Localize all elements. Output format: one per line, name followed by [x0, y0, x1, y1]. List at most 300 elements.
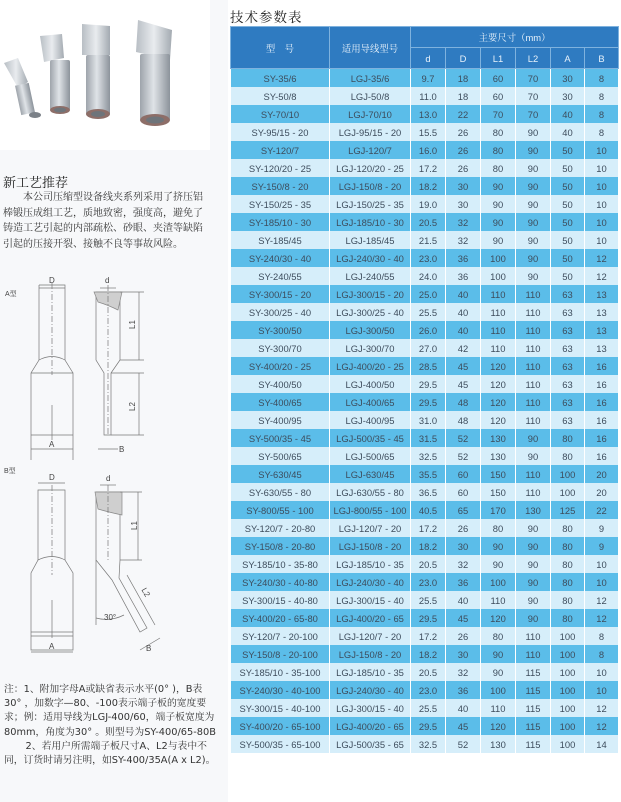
cell-B: 12: [585, 249, 619, 267]
table-row: [231, 321, 619, 339]
cell-d: 15.5: [411, 123, 446, 141]
cell-A: 50: [551, 249, 585, 267]
cell-B: 12: [585, 609, 619, 627]
table-row: [231, 87, 619, 105]
table-row: [231, 177, 619, 195]
cell-d: 40.5: [411, 501, 446, 519]
cell-conductor: LGJ-300/50: [330, 321, 411, 339]
cell-L1: 130: [481, 447, 516, 465]
cell-L1: 110: [481, 699, 516, 717]
cell-model: SY-300/25 - 40: [231, 303, 330, 321]
cell-B: 8: [585, 69, 619, 88]
header-model: 型 号: [231, 27, 330, 69]
cell-B: 8: [585, 105, 619, 123]
dim-A-b: A: [49, 642, 55, 651]
cell-D: 52: [446, 429, 481, 447]
cell-B: 10: [585, 213, 619, 231]
cell-d: 9.7: [411, 69, 446, 88]
cell-A: 63: [551, 339, 585, 357]
cell-L2: 130: [516, 501, 551, 519]
cell-model: SY-240/30 - 40-80: [231, 573, 330, 591]
cell-B: 10: [585, 195, 619, 213]
cell-d: 17.2: [411, 627, 446, 645]
cell-B: 10: [585, 231, 619, 249]
cell-D: 32: [446, 213, 481, 231]
cell-A: 63: [551, 303, 585, 321]
cell-B: 20: [585, 483, 619, 501]
header-L2: L2: [516, 48, 551, 69]
cell-conductor: LGJ-120/7 - 20: [330, 627, 411, 645]
cell-D: 65: [446, 501, 481, 519]
cell-d: 35.5: [411, 465, 446, 483]
cell-D: 30: [446, 177, 481, 195]
cell-D: 22: [446, 105, 481, 123]
table-row: [231, 303, 619, 321]
cell-D: 32: [446, 663, 481, 681]
cell-d: 27.0: [411, 339, 446, 357]
cell-A: 80: [551, 447, 585, 465]
cell-B: 13: [585, 303, 619, 321]
table-row: [231, 447, 619, 465]
cell-A: 80: [551, 591, 585, 609]
cell-conductor: LGJ-95/15 - 20: [330, 123, 411, 141]
cell-L1: 120: [481, 411, 516, 429]
cell-d: 32.5: [411, 735, 446, 753]
cell-conductor: LGJ-500/65: [330, 447, 411, 465]
cell-D: 32: [446, 231, 481, 249]
cell-conductor: LGJ-300/15 - 40: [330, 591, 411, 609]
cell-conductor: LGJ-150/8 - 20: [330, 645, 411, 663]
cell-conductor: LGJ-35/6: [330, 69, 411, 88]
cell-L2: 90: [516, 609, 551, 627]
cell-B: 8: [585, 123, 619, 141]
cell-B: 20: [585, 465, 619, 483]
cell-L2: 110: [516, 627, 551, 645]
cell-model: SY-185/10 - 30: [231, 213, 330, 231]
cell-model: SY-630/45: [231, 465, 330, 483]
cell-D: 45: [446, 375, 481, 393]
cell-d: 18.2: [411, 645, 446, 663]
dim-d: d: [105, 276, 110, 285]
header-L1: L1: [481, 48, 516, 69]
cell-model: SY-400/20 - 25: [231, 357, 330, 375]
cell-conductor: LGJ-240/55: [330, 267, 411, 285]
dim-D: D: [49, 276, 55, 285]
cell-A: 50: [551, 213, 585, 231]
cell-conductor: LGJ-240/30 - 40: [330, 681, 411, 699]
cell-L1: 110: [481, 285, 516, 303]
cell-conductor: LGJ-185/10 - 35: [330, 555, 411, 573]
cell-A: 100: [551, 645, 585, 663]
cell-model: SY-50/8: [231, 87, 330, 105]
section-title: 新工艺推荐: [3, 176, 69, 191]
cell-d: 23.0: [411, 573, 446, 591]
cell-L2: 90: [516, 537, 551, 555]
cell-conductor: LGJ-185/45: [330, 231, 411, 249]
table-row: [231, 645, 619, 663]
spec-table: [230, 26, 619, 753]
cell-d: 28.5: [411, 357, 446, 375]
cell-conductor: LGJ-240/30 - 40: [330, 573, 411, 591]
cell-model: SY-150/8 - 20-80: [231, 537, 330, 555]
cell-L1: 80: [481, 519, 516, 537]
cell-A: 100: [551, 717, 585, 735]
table-row: [231, 483, 619, 501]
cell-B: 8: [585, 645, 619, 663]
cell-L2: 110: [516, 393, 551, 411]
cell-L1: 70: [481, 105, 516, 123]
cell-B: 13: [585, 285, 619, 303]
cell-d: 25.0: [411, 285, 446, 303]
cell-conductor: LGJ-300/70: [330, 339, 411, 357]
cell-A: 40: [551, 123, 585, 141]
intro-text: 本公司压缩型设备线夹系列采用了挤压铝棒锻压成组工艺，质地致密，强度高，避免了铸造工艺引起的内部疏松、砂眼、夹渣等缺陷引起的压接开裂、接触不良等事故风险。: [3, 192, 203, 250]
cell-model: SY-185/10 - 35-100: [231, 663, 330, 681]
cell-model: SY-35/6: [231, 69, 330, 88]
table-row: [231, 429, 619, 447]
cell-L2: 110: [516, 303, 551, 321]
product-photo: [0, 0, 210, 150]
cell-L2: 90: [516, 429, 551, 447]
table-row: [231, 357, 619, 375]
cell-d: 29.5: [411, 393, 446, 411]
cell-D: 26: [446, 141, 481, 159]
dim-L2-b: L2: [139, 586, 152, 599]
dim-L1: L1: [128, 320, 137, 329]
cell-L2: 90: [516, 141, 551, 159]
cell-d: 29.5: [411, 375, 446, 393]
dim-L1-b: L1: [130, 521, 139, 530]
cell-D: 40: [446, 303, 481, 321]
table-row: [231, 339, 619, 357]
table-row: [231, 159, 619, 177]
cell-L1: 130: [481, 429, 516, 447]
cell-A: 63: [551, 357, 585, 375]
dim-A: A: [49, 440, 55, 449]
table-row: [231, 609, 619, 627]
cell-B: 16: [585, 375, 619, 393]
cell-A: 63: [551, 285, 585, 303]
cell-B: 16: [585, 357, 619, 375]
cell-d: 11.0: [411, 87, 446, 105]
diagram-type-a: [0, 265, 228, 460]
cell-A: 100: [551, 663, 585, 681]
cell-D: 52: [446, 447, 481, 465]
cell-conductor: LGJ-400/20 - 65: [330, 717, 411, 735]
note-2: 2、若用户所需端子板尺寸A、L2与表中不同，订货时请另注明，如SY-400/35A(A x L2)。: [4, 740, 216, 767]
cell-L1: 90: [481, 195, 516, 213]
cell-A: 125: [551, 501, 585, 519]
cell-L1: 80: [481, 123, 516, 141]
table-row: [231, 699, 619, 717]
cell-model: SY-500/65: [231, 447, 330, 465]
cell-conductor: LGJ-50/8: [330, 87, 411, 105]
cell-D: 40: [446, 285, 481, 303]
cell-conductor: LGJ-400/50: [330, 375, 411, 393]
cell-A: 100: [551, 681, 585, 699]
cell-d: 20.5: [411, 663, 446, 681]
cell-A: 80: [551, 609, 585, 627]
cell-L2: 115: [516, 699, 551, 717]
cell-L2: 90: [516, 267, 551, 285]
cell-d: 20.5: [411, 213, 446, 231]
cell-A: 63: [551, 321, 585, 339]
cell-D: 48: [446, 411, 481, 429]
cell-A: 30: [551, 69, 585, 88]
cell-B: 16: [585, 447, 619, 465]
diagram-a-label: A型: [5, 291, 17, 298]
cell-conductor: LGJ-120/7: [330, 141, 411, 159]
cell-B: 10: [585, 663, 619, 681]
cell-model: SY-240/55: [231, 267, 330, 285]
cell-B: 9: [585, 537, 619, 555]
cell-L1: 80: [481, 627, 516, 645]
cell-B: 12: [585, 591, 619, 609]
dim-d-b: d: [106, 474, 111, 483]
cell-d: 16.0: [411, 141, 446, 159]
dim-B: B: [119, 445, 125, 454]
cell-L2: 115: [516, 681, 551, 699]
table-row: [231, 537, 619, 555]
cell-L1: 100: [481, 681, 516, 699]
dim-D-b: D: [49, 473, 55, 482]
cell-model: SY-500/35 - 65-100: [231, 735, 330, 753]
cell-model: SY-185/45: [231, 231, 330, 249]
cell-D: 32: [446, 555, 481, 573]
cell-L1: 120: [481, 609, 516, 627]
cell-d: 18.2: [411, 537, 446, 555]
cell-model: SY-400/20 - 65-100: [231, 717, 330, 735]
terminal-1-icon: [4, 58, 41, 118]
table-row: [231, 735, 619, 753]
cell-conductor: LGJ-400/95: [330, 411, 411, 429]
cell-L2: 90: [516, 159, 551, 177]
cell-B: 14: [585, 735, 619, 753]
table-row: [231, 249, 619, 267]
cell-L1: 90: [481, 537, 516, 555]
cell-D: 30: [446, 645, 481, 663]
cell-A: 100: [551, 699, 585, 717]
cell-model: SY-240/30 - 40: [231, 249, 330, 267]
cell-model: SY-120/7 - 20-80: [231, 519, 330, 537]
cell-D: 36: [446, 249, 481, 267]
cell-conductor: LGJ-300/15 - 20: [330, 285, 411, 303]
table-row: [231, 69, 619, 88]
cell-L1: 110: [481, 591, 516, 609]
cell-model: SY-300/15 - 40-100: [231, 699, 330, 717]
cell-model: SY-95/15 - 20: [231, 123, 330, 141]
cell-d: 19.0: [411, 195, 446, 213]
table-row: [231, 411, 619, 429]
cell-L2: 115: [516, 717, 551, 735]
cell-d: 21.5: [411, 231, 446, 249]
table-row: [231, 663, 619, 681]
cell-L2: 70: [516, 69, 551, 88]
cell-A: 50: [551, 195, 585, 213]
table-row: [231, 681, 619, 699]
cell-d: 31.0: [411, 411, 446, 429]
cell-L1: 90: [481, 231, 516, 249]
cell-L1: 110: [481, 303, 516, 321]
cell-model: SY-300/50: [231, 321, 330, 339]
cell-conductor: LGJ-240/30 - 40: [330, 249, 411, 267]
cell-d: 26.0: [411, 321, 446, 339]
cell-L2: 110: [516, 321, 551, 339]
cell-model: SY-300/70: [231, 339, 330, 357]
cell-A: 50: [551, 267, 585, 285]
cell-B: 10: [585, 681, 619, 699]
cell-L1: 130: [481, 735, 516, 753]
cell-conductor: LGJ-300/25 - 40: [330, 303, 411, 321]
cell-model: SY-800/55 - 100: [231, 501, 330, 519]
cell-model: SY-120/7: [231, 141, 330, 159]
cell-L2: 90: [516, 591, 551, 609]
cell-L2: 110: [516, 285, 551, 303]
cell-conductor: LGJ-630/55 - 80: [330, 483, 411, 501]
cell-conductor: LGJ-150/8 - 20: [330, 177, 411, 195]
cell-L1: 100: [481, 249, 516, 267]
cell-B: 10: [585, 141, 619, 159]
cell-conductor: LGJ-185/10 - 30: [330, 213, 411, 231]
terminal-2-icon: [40, 34, 70, 114]
cell-L1: 110: [481, 339, 516, 357]
cell-L1: 90: [481, 663, 516, 681]
cell-d: 31.5: [411, 429, 446, 447]
cell-D: 48: [446, 393, 481, 411]
cell-L1: 120: [481, 393, 516, 411]
header-main-dimensions: 主要尺寸（mm）: [411, 27, 619, 48]
table-row: [231, 519, 619, 537]
cell-A: 50: [551, 159, 585, 177]
table-row: [231, 465, 619, 483]
cell-d: 25.5: [411, 303, 446, 321]
cell-B: 10: [585, 159, 619, 177]
cell-A: 100: [551, 483, 585, 501]
cell-L2: 70: [516, 87, 551, 105]
cell-B: 8: [585, 87, 619, 105]
cell-model: SY-400/50: [231, 375, 330, 393]
cell-L2: 90: [516, 177, 551, 195]
cell-L1: 100: [481, 267, 516, 285]
cell-L2: 90: [516, 573, 551, 591]
table-row: [231, 393, 619, 411]
cell-A: 80: [551, 573, 585, 591]
table-row: [231, 267, 619, 285]
cell-D: 42: [446, 339, 481, 357]
cell-B: 13: [585, 339, 619, 357]
cell-conductor: LGJ-70/10: [330, 105, 411, 123]
cell-model: SY-120/7 - 20-100: [231, 627, 330, 645]
cell-d: 17.2: [411, 519, 446, 537]
cell-d: 32.5: [411, 447, 446, 465]
note-1: 注：1、附加字母A或缺省表示水平(0° )，B表30° ，加数字—80、-100表示端子板的宽度要求；例：适用导线为LGJ-400/60，端子板宽度为80mm，角度为30° 。则型号为SY-400/65-80B: [4, 684, 216, 738]
cell-A: 50: [551, 177, 585, 195]
cell-d: 20.5: [411, 555, 446, 573]
spec-table-body: [231, 69, 619, 754]
cell-D: 45: [446, 717, 481, 735]
table-row: [231, 123, 619, 141]
cell-D: 60: [446, 483, 481, 501]
cell-B: 8: [585, 627, 619, 645]
dim-angle: 30°: [104, 613, 117, 622]
cell-L1: 90: [481, 213, 516, 231]
cell-D: 40: [446, 321, 481, 339]
cell-A: 63: [551, 411, 585, 429]
table-row: [231, 501, 619, 519]
cell-L2: 90: [516, 213, 551, 231]
cell-conductor: LGJ-120/20 - 25: [330, 159, 411, 177]
cell-L1: 120: [481, 357, 516, 375]
cell-L2: 90: [516, 555, 551, 573]
cell-L2: 90: [516, 195, 551, 213]
header-conductor: 适用导线型号: [330, 27, 411, 69]
terminal-3-icon: [82, 24, 110, 119]
cell-model: SY-630/55 - 80: [231, 483, 330, 501]
cell-conductor: LGJ-500/35 - 45: [330, 429, 411, 447]
cell-L1: 120: [481, 375, 516, 393]
cell-conductor: LGJ-400/20 - 65: [330, 609, 411, 627]
cell-D: 26: [446, 627, 481, 645]
cell-D: 60: [446, 465, 481, 483]
cell-D: 45: [446, 357, 481, 375]
table-row: [231, 717, 619, 735]
cell-L1: 60: [481, 69, 516, 88]
cell-B: 16: [585, 411, 619, 429]
cell-d: 29.5: [411, 609, 446, 627]
table-row: [231, 573, 619, 591]
cell-L1: 110: [481, 321, 516, 339]
cell-L2: 110: [516, 375, 551, 393]
cell-conductor: LGJ-185/10 - 35: [330, 663, 411, 681]
table-row: [231, 555, 619, 573]
cell-d: 17.2: [411, 159, 446, 177]
cell-d: 18.2: [411, 177, 446, 195]
cell-A: 100: [551, 465, 585, 483]
cell-L2: 110: [516, 339, 551, 357]
cell-model: SY-150/8 - 20: [231, 177, 330, 195]
cell-model: SY-300/15 - 40-80: [231, 591, 330, 609]
cell-L1: 80: [481, 159, 516, 177]
cell-L2: 110: [516, 645, 551, 663]
cell-L1: 150: [481, 483, 516, 501]
cell-L2: 90: [516, 519, 551, 537]
cell-D: 30: [446, 195, 481, 213]
table-row: [231, 285, 619, 303]
cell-D: 26: [446, 519, 481, 537]
cell-D: 40: [446, 591, 481, 609]
terminal-4-icon: [136, 20, 172, 126]
cell-L2: 70: [516, 105, 551, 123]
cell-conductor: LGJ-150/8 - 20: [330, 537, 411, 555]
cell-L2: 115: [516, 735, 551, 753]
dim-L2: L2: [128, 402, 137, 411]
cell-A: 50: [551, 141, 585, 159]
cell-A: 100: [551, 627, 585, 645]
cell-L1: 100: [481, 573, 516, 591]
cell-D: 18: [446, 87, 481, 105]
cell-D: 18: [446, 69, 481, 88]
header-D: D: [446, 48, 481, 69]
table-title: 技术参数表: [230, 10, 303, 26]
cell-A: 80: [551, 555, 585, 573]
cell-L1: 120: [481, 717, 516, 735]
cell-d: 23.0: [411, 681, 446, 699]
diagram-type-b: [0, 460, 228, 660]
cell-L2: 110: [516, 357, 551, 375]
left-panel: [0, 0, 228, 802]
cell-L2: 90: [516, 231, 551, 249]
table-row: [231, 213, 619, 231]
